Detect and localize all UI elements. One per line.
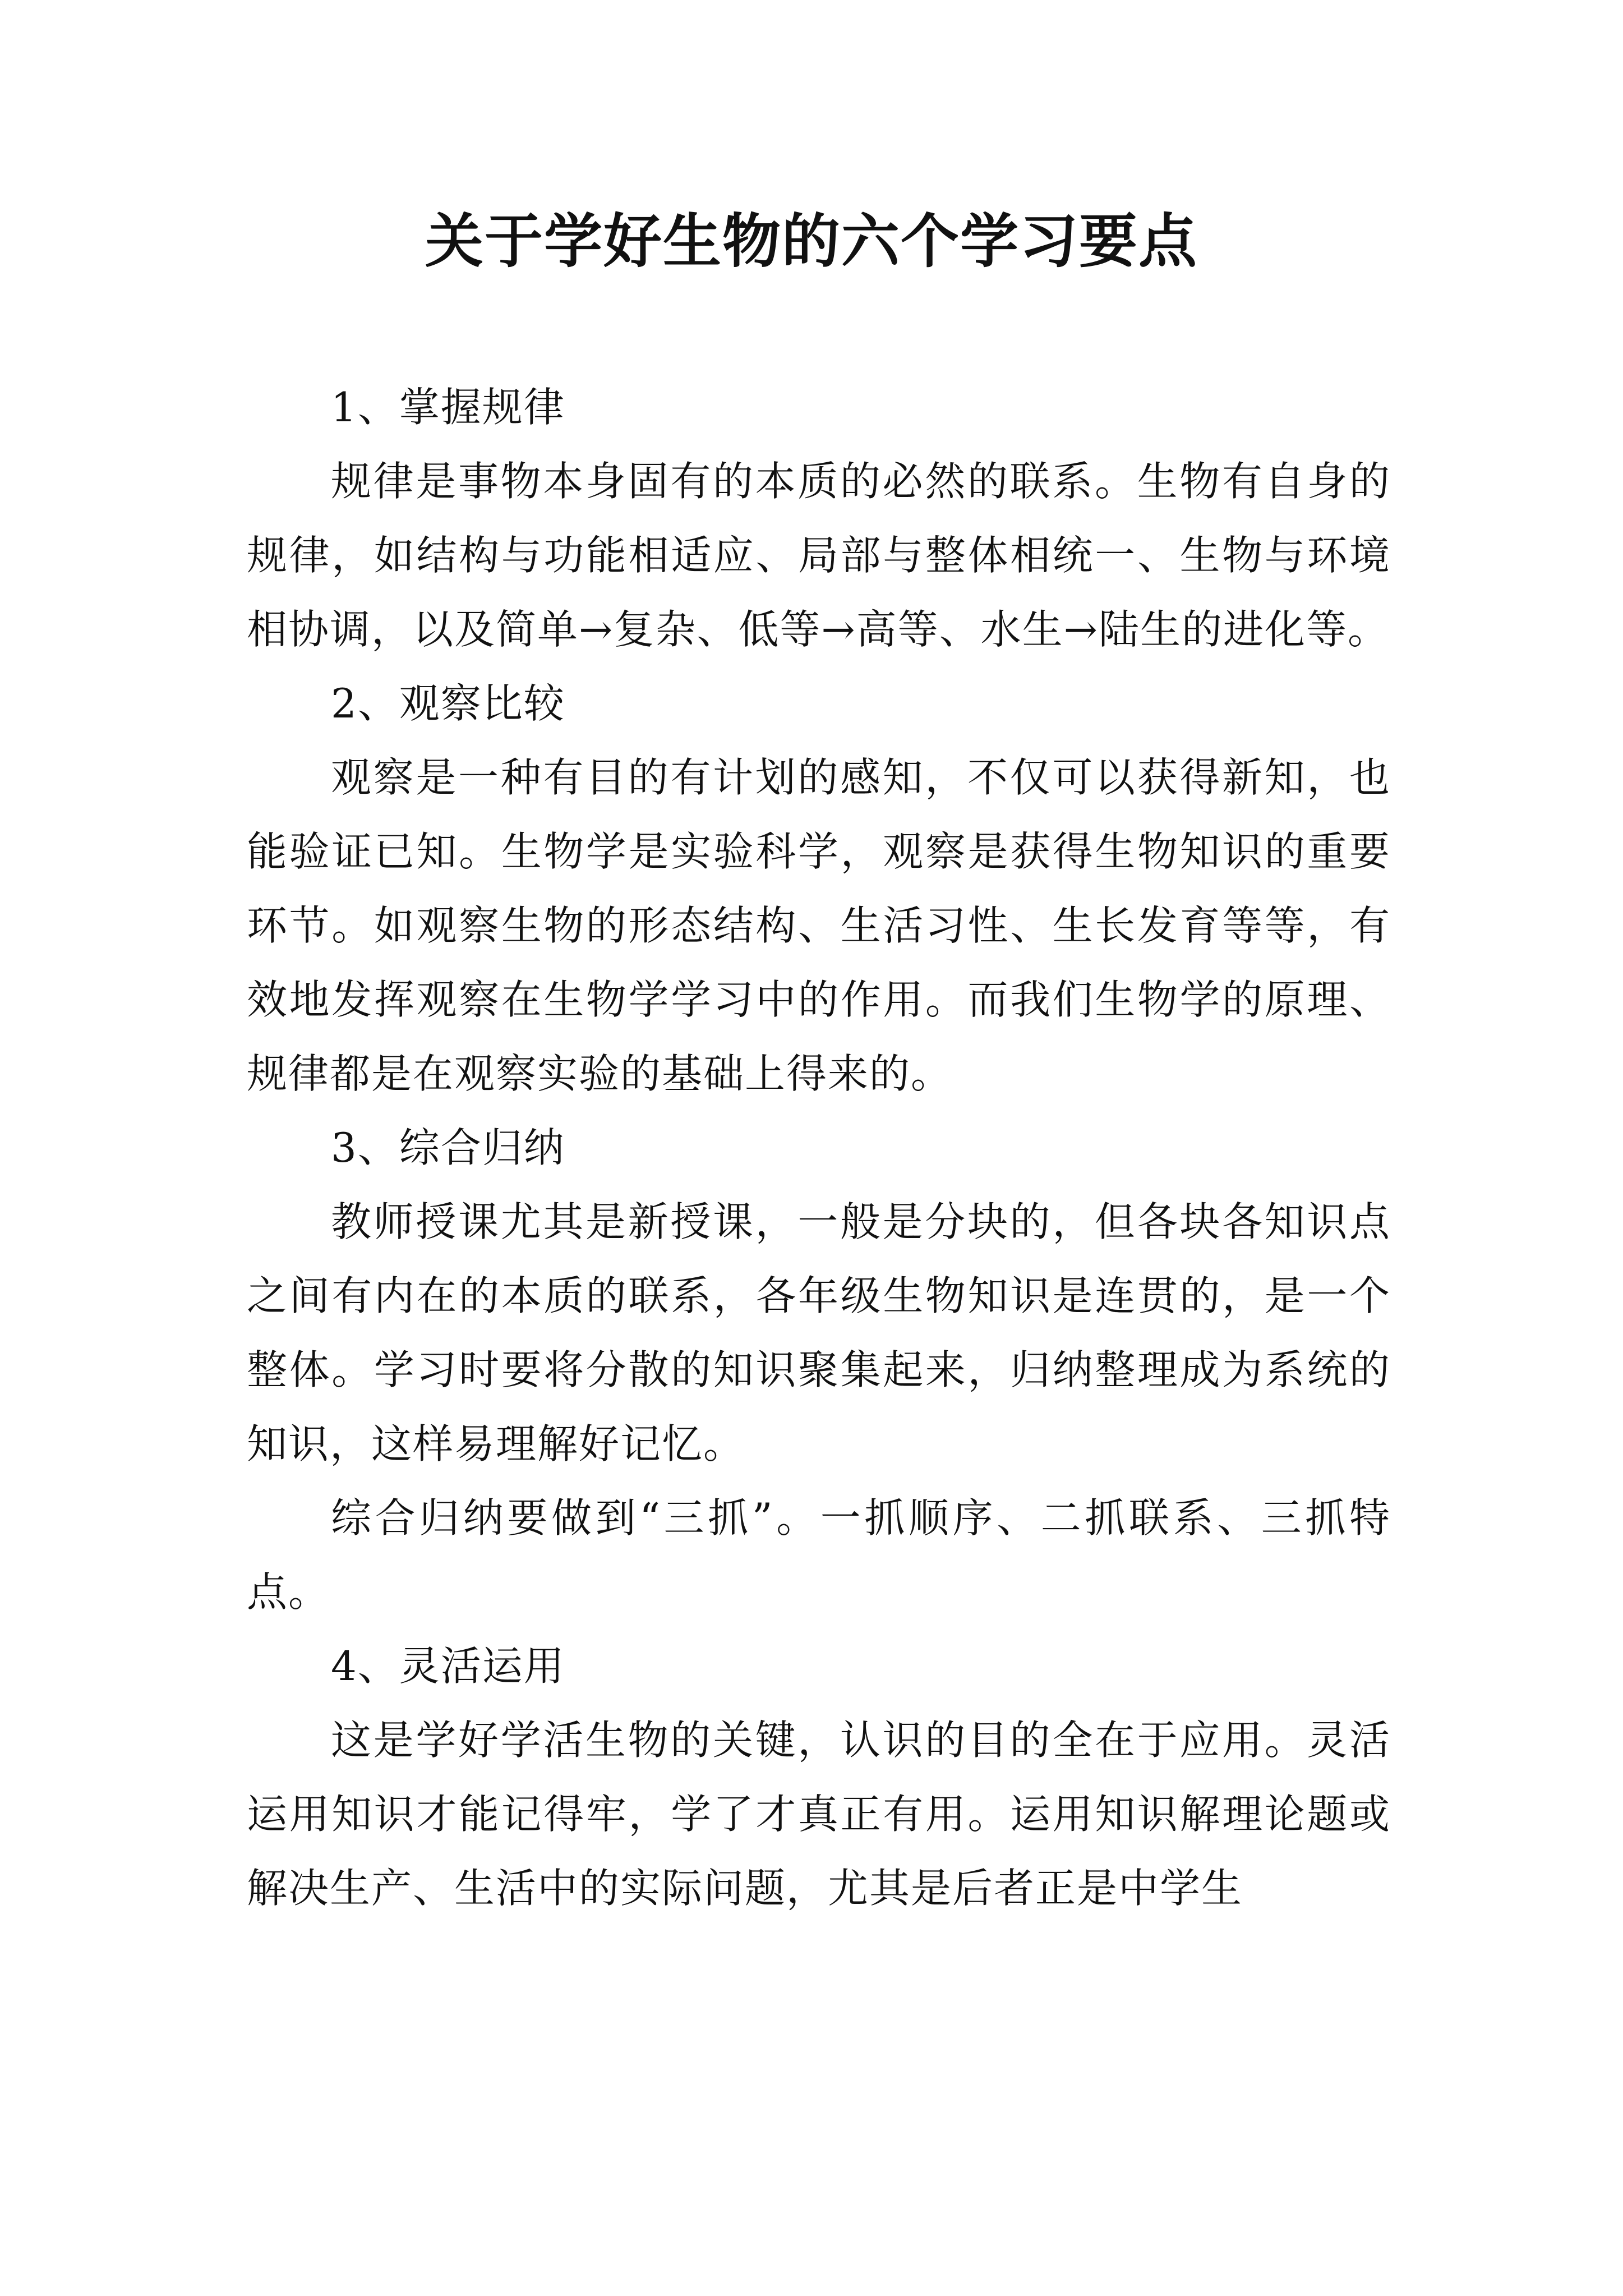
section-heading-1: 1、掌握规律 xyxy=(331,384,565,431)
section-2-paragraph-1: 观察是一种有目的有计划的感知，不仅可以获得新知，也能验证已知。生物学是实验科学，观察是获得生物知识的重要环节。如观察生物的形态结构、生活习性、生长发育等等，有效地发挥观察在生物学学习中的作用。而我们生物学的原理、规律都是在观察实验的基础上得来的。 xyxy=(247,754,1391,1097)
section-heading-2: 2、观察比较 xyxy=(331,680,565,727)
section-4-paragraph-1: 这是学好学活生物的关键，认识的目的全在于应用。灵活运用知识才能记得牢，学了才真正有用。运用知识解理论题或解决生产、生活中的实际问题，尤其是后者正是中学生 xyxy=(247,1717,1391,1912)
section-heading-3: 3、综合归纳 xyxy=(331,1124,565,1171)
section-3-paragraph-1: 教师授课尤其是新授课，一般是分块的，但各块各知识点之间有内在的本质的联系，各年级生物知识是连贯的，是一个整体。学习时要将分散的知识聚集起来，归纳整理成为系统的知识，这样易理解好记忆。 xyxy=(247,1198,1391,1467)
section-3-paragraph-2: 综合归纳要做到“三抓”。一抓顺序、二抓联系、三抓特点。 xyxy=(247,1494,1391,1616)
document-title: 关于学好生物的六个学习要点 xyxy=(425,206,1198,275)
section-heading-4: 4、灵活运用 xyxy=(331,1642,565,1690)
document-body xyxy=(247,370,1391,1925)
section-1-paragraph-1: 规律是事物本身固有的本质的必然的联系。生物有自身的规律，如结构与功能相适应、局部与整体相统一、生物与环境相协调，以及简单→复杂、低等→高等、水生→陆生的进化等。 xyxy=(247,458,1391,653)
